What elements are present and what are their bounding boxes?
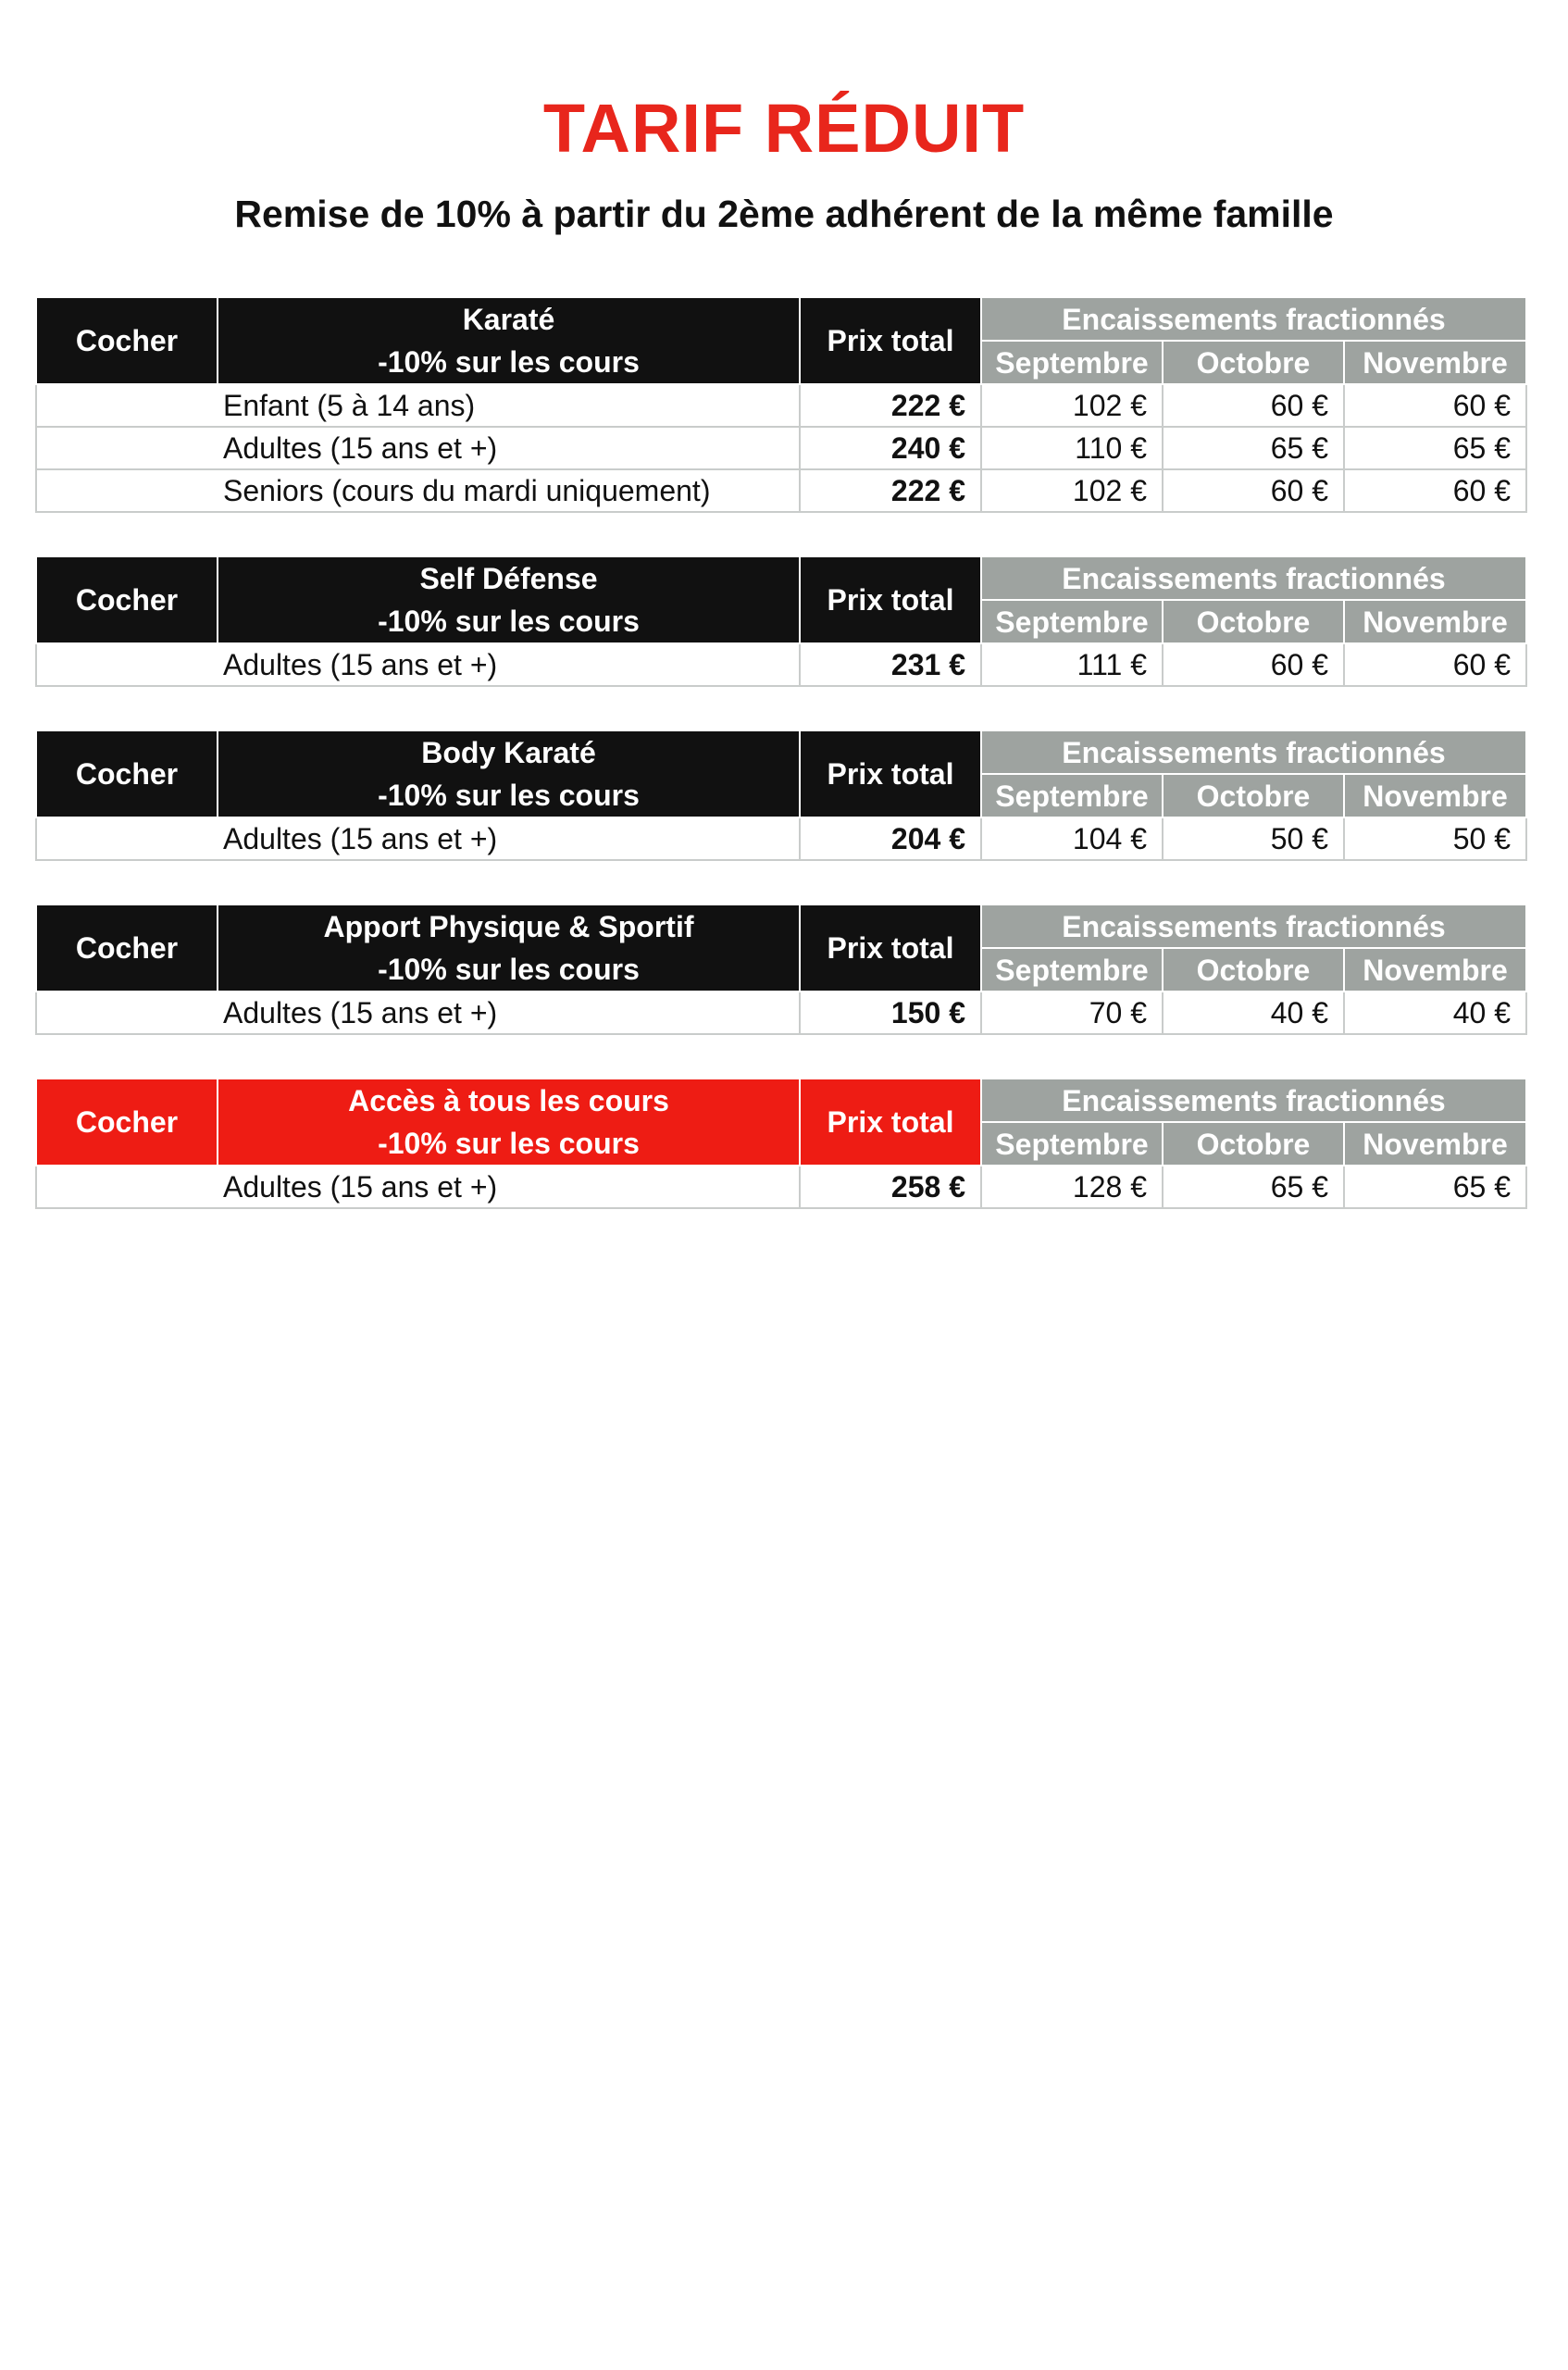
course-header: [218, 556, 800, 643]
row-total-price: 150 €: [800, 992, 981, 1034]
course-header: [218, 904, 800, 992]
row-september-amount: 128 €: [981, 1166, 1163, 1208]
row-november-amount: 50 €: [1344, 817, 1526, 860]
row-october-amount: 65 €: [1163, 1166, 1344, 1208]
row-total-price: 222 €: [800, 469, 981, 512]
total-column-header: Prix total: [800, 904, 981, 992]
split-payments-header: Encaissements fractionnés: [981, 730, 1526, 774]
course-name: Accès à tous les cours: [348, 1084, 669, 1117]
row-september-amount: 102 €: [981, 469, 1163, 512]
split-payments-header: Encaissements fractionnés: [981, 297, 1526, 341]
tarif-table: [35, 904, 1527, 1035]
check-column-header: Cocher: [36, 556, 218, 643]
check-column-header: Cocher: [36, 297, 218, 384]
page-subtitle: Remise de 10% à partir du 2ème adhérent de la même famille: [234, 193, 1334, 235]
row-october-amount: 60 €: [1163, 469, 1344, 512]
month-header-november: Novembre: [1344, 341, 1526, 384]
course-name: Karaté: [462, 303, 555, 336]
course-header: [218, 730, 800, 817]
row-october-amount: 60 €: [1163, 643, 1344, 686]
check-column-header: Cocher: [36, 730, 218, 817]
month-header-september: Septembre: [981, 774, 1163, 817]
row-september-amount: 104 €: [981, 817, 1163, 860]
row-november-amount: 65 €: [1344, 1166, 1526, 1208]
table-row: [36, 1166, 1526, 1208]
month-header-november: Novembre: [1344, 774, 1526, 817]
row-september-amount: 110 €: [981, 427, 1163, 469]
table-row: [36, 643, 1526, 686]
tarif-table: [35, 296, 1527, 513]
course-discount: -10% sur les cours: [378, 1127, 640, 1160]
total-column-header: Prix total: [800, 730, 981, 817]
month-header-november: Novembre: [1344, 600, 1526, 643]
row-october-amount: 65 €: [1163, 427, 1344, 469]
month-header-october: Octobre: [1163, 774, 1344, 817]
month-header-november: Novembre: [1344, 1122, 1526, 1166]
row-october-amount: 40 €: [1163, 992, 1344, 1034]
month-header-october: Octobre: [1163, 1122, 1344, 1166]
row-october-amount: 60 €: [1163, 384, 1344, 427]
row-november-amount: 60 €: [1344, 643, 1526, 686]
row-total-price: 222 €: [800, 384, 981, 427]
row-label: Seniors (cours du mardi uniquement): [218, 469, 800, 512]
month-header-october: Octobre: [1163, 341, 1344, 384]
check-cell[interactable]: [36, 1166, 218, 1208]
month-header-september: Septembre: [981, 600, 1163, 643]
split-payments-header: Encaissements fractionnés: [981, 1079, 1526, 1122]
total-column-header: Prix total: [800, 297, 981, 384]
check-cell[interactable]: [36, 817, 218, 860]
total-column-header: Prix total: [800, 556, 981, 643]
month-header-september: Septembre: [981, 1122, 1163, 1166]
month-header-october: Octobre: [1163, 600, 1344, 643]
row-october-amount: 50 €: [1163, 817, 1344, 860]
row-september-amount: 70 €: [981, 992, 1163, 1034]
course-discount: -10% sur les cours: [378, 345, 640, 379]
table-row: [36, 992, 1526, 1034]
table-row: [36, 817, 1526, 860]
row-november-amount: 65 €: [1344, 427, 1526, 469]
tarif-table: [35, 730, 1527, 861]
row-label: Adultes (15 ans et +): [218, 643, 800, 686]
row-september-amount: 102 €: [981, 384, 1163, 427]
course-name: Apport Physique & Sportif: [323, 910, 694, 943]
course-discount: -10% sur les cours: [378, 953, 640, 986]
course-discount: -10% sur les cours: [378, 605, 640, 638]
table-row: [36, 427, 1526, 469]
course-header: [218, 1079, 800, 1166]
check-column-header: Cocher: [36, 1079, 218, 1166]
tarif-table: [35, 555, 1527, 687]
row-label: Adultes (15 ans et +): [218, 427, 800, 469]
row-november-amount: 60 €: [1344, 384, 1526, 427]
course-discount: -10% sur les cours: [378, 779, 640, 812]
row-total-price: 258 €: [800, 1166, 981, 1208]
course-name: Body Karaté: [421, 736, 596, 769]
check-cell[interactable]: [36, 384, 218, 427]
row-label: Adultes (15 ans et +): [218, 1166, 800, 1208]
row-november-amount: 40 €: [1344, 992, 1526, 1034]
course-name: Self Défense: [419, 562, 598, 595]
row-total-price: 231 €: [800, 643, 981, 686]
course-header: [218, 297, 800, 384]
split-payments-header: Encaissements fractionnés: [981, 556, 1526, 600]
row-september-amount: 111 €: [981, 643, 1163, 686]
row-november-amount: 60 €: [1344, 469, 1526, 512]
row-total-price: 240 €: [800, 427, 981, 469]
row-total-price: 204 €: [800, 817, 981, 860]
month-header-september: Septembre: [981, 948, 1163, 992]
month-header-september: Septembre: [981, 341, 1163, 384]
row-label: Adultes (15 ans et +): [218, 817, 800, 860]
tarif-sections: [35, 296, 1525, 1252]
row-label: Adultes (15 ans et +): [218, 992, 800, 1034]
table-row: [36, 469, 1526, 512]
split-payments-header: Encaissements fractionnés: [981, 904, 1526, 948]
tarif-table: [35, 1078, 1527, 1209]
table-row: [36, 384, 1526, 427]
month-header-october: Octobre: [1163, 948, 1344, 992]
check-cell[interactable]: [36, 427, 218, 469]
check-column-header: Cocher: [36, 904, 218, 992]
row-label: Enfant (5 à 14 ans): [218, 384, 800, 427]
month-header-november: Novembre: [1344, 948, 1526, 992]
check-cell[interactable]: [36, 992, 218, 1034]
page-title: TARIF RÉDUIT: [542, 90, 1026, 167]
check-cell[interactable]: [36, 643, 218, 686]
check-cell[interactable]: [36, 469, 218, 512]
total-column-header: Prix total: [800, 1079, 981, 1166]
